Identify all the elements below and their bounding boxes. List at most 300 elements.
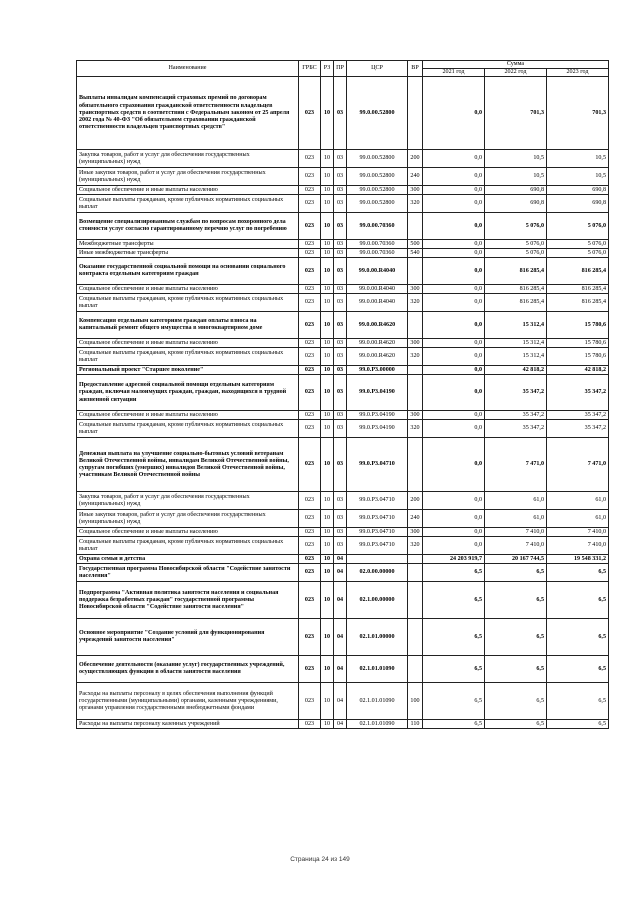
table-row: [77, 492, 609, 510]
table-row: [77, 294, 609, 312]
col-name-header: Наименование: [77, 61, 299, 77]
cell-vr: 300: [408, 186, 423, 195]
cell-2022: 15 312,4: [485, 339, 547, 348]
cell-vr: 300: [408, 528, 423, 537]
cell-2021: 6,5: [423, 720, 485, 729]
cell-2021: 24 203 919,7: [423, 555, 485, 564]
cell-2022: 10,5: [485, 168, 547, 186]
cell-grbs: 023: [299, 339, 321, 348]
cell-csr: 99.0.00.70360: [347, 213, 408, 240]
cell-2023: 19 548 331,2: [547, 555, 609, 564]
cell-vr: 320: [408, 294, 423, 312]
table-row: [77, 77, 609, 150]
cell-2021: 6,5: [423, 582, 485, 619]
cell-grbs: 023: [299, 720, 321, 729]
table-row: [77, 411, 609, 420]
cell-pr: 03: [334, 339, 347, 348]
cell-2021: 0,0: [423, 492, 485, 510]
cell-name: Выплаты инвалидам компенсаций страховых премий по договорам обязательного страхования гражданской ответственности владельцев транспортных средств в соответствии с Федеральным законом от 25 апреля 2002 года № 40-ФЗ "Об обязательном страховании гражданской ответственности владельцев транспортных средств": [77, 77, 299, 150]
cell-rz: 10: [321, 312, 334, 339]
cell-2022: 61,0: [485, 510, 547, 528]
cell-2022: 701,3: [485, 77, 547, 150]
cell-name: Иные закупки товаров, работ и услуг для обеспечения государственных (муниципальных) нужд: [77, 168, 299, 186]
cell-rz: 10: [321, 294, 334, 312]
cell-2021: 0,0: [423, 528, 485, 537]
cell-pr: 03: [334, 510, 347, 528]
cell-vr: 100: [408, 683, 423, 720]
cell-2023: 7 410,0: [547, 537, 609, 555]
cell-pr: 03: [334, 537, 347, 555]
cell-grbs: 023: [299, 312, 321, 339]
cell-pr: 03: [334, 492, 347, 510]
cell-name: Компенсация отдельным категориям граждан оплаты взноса на капитальный ремонт общего имущества в многоквартирном доме: [77, 312, 299, 339]
cell-2021: 0,0: [423, 420, 485, 438]
cell-pr: 03: [334, 240, 347, 249]
cell-rz: 10: [321, 438, 334, 492]
cell-rz: 10: [321, 348, 334, 366]
table-row: [77, 528, 609, 537]
cell-2021: 0,0: [423, 348, 485, 366]
cell-name: Социальные выплаты гражданам, кроме публичных нормативных социальных выплат: [77, 537, 299, 555]
cell-rz: 10: [321, 339, 334, 348]
cell-csr: 02.1.00.00000: [347, 582, 408, 619]
cell-vr: 320: [408, 537, 423, 555]
cell-2023: 816 285,4: [547, 258, 609, 285]
cell-pr: 03: [334, 375, 347, 411]
cell-rz: 10: [321, 258, 334, 285]
table-row: [77, 683, 609, 720]
cell-name: Социальное обеспечение и иные выплаты населению: [77, 528, 299, 537]
cell-2023: 10,5: [547, 168, 609, 186]
cell-csr: 99.0.00.52800: [347, 195, 408, 213]
cell-2022: 816 285,4: [485, 294, 547, 312]
cell-vr: [408, 564, 423, 582]
cell-name: Иные межбюджетные трансферты: [77, 249, 299, 258]
cell-vr: [408, 555, 423, 564]
cell-pr: 03: [334, 186, 347, 195]
cell-2022: 690,8: [485, 186, 547, 195]
cell-vr: 200: [408, 492, 423, 510]
cell-2022: 7 410,0: [485, 537, 547, 555]
table-row: [77, 249, 609, 258]
cell-2023: 816 285,4: [547, 285, 609, 294]
cell-grbs: 023: [299, 555, 321, 564]
table-row: [77, 420, 609, 438]
cell-2023: 7 410,0: [547, 528, 609, 537]
table-row: [77, 438, 609, 492]
cell-2022: 15 312,4: [485, 312, 547, 339]
cell-vr: [408, 258, 423, 285]
cell-2023: 35 347,2: [547, 420, 609, 438]
cell-csr: 99.0.00.70360: [347, 249, 408, 258]
cell-2021: 0,0: [423, 510, 485, 528]
cell-rz: 10: [321, 195, 334, 213]
cell-2022: 10,5: [485, 150, 547, 168]
cell-rz: 10: [321, 285, 334, 294]
cell-rz: 10: [321, 619, 334, 656]
cell-2021: 0,0: [423, 213, 485, 240]
cell-grbs: 023: [299, 249, 321, 258]
cell-csr: 99.0.00.R4040: [347, 294, 408, 312]
cell-pr: 04: [334, 555, 347, 564]
cell-pr: 04: [334, 720, 347, 729]
cell-csr: 99.0.P3.04190: [347, 420, 408, 438]
table-row: [77, 195, 609, 213]
col-pr-header: ПР: [334, 61, 347, 77]
table-row: [77, 582, 609, 619]
cell-csr: 99.0.00.52800: [347, 186, 408, 195]
cell-grbs: 023: [299, 186, 321, 195]
cell-vr: 320: [408, 348, 423, 366]
cell-2022: 6,5: [485, 656, 547, 683]
cell-2023: 701,3: [547, 77, 609, 150]
cell-name: Социальное обеспечение и иные выплаты населению: [77, 186, 299, 195]
cell-2022: 15 312,4: [485, 348, 547, 366]
cell-grbs: 023: [299, 213, 321, 240]
cell-grbs: 023: [299, 420, 321, 438]
cell-grbs: 023: [299, 510, 321, 528]
cell-rz: 10: [321, 537, 334, 555]
col-rz-header: РЗ: [321, 61, 334, 77]
cell-2021: 0,0: [423, 537, 485, 555]
cell-csr: 99.0.P3.04710: [347, 510, 408, 528]
cell-rz: 10: [321, 656, 334, 683]
cell-2021: 0,0: [423, 240, 485, 249]
cell-2021: 6,5: [423, 564, 485, 582]
cell-pr: 03: [334, 285, 347, 294]
cell-csr: 02.1.01.01090: [347, 656, 408, 683]
cell-pr: 03: [334, 294, 347, 312]
cell-pr: 03: [334, 312, 347, 339]
table-row: [77, 555, 609, 564]
cell-name: Социальные выплаты гражданам, кроме публичных нормативных социальных выплат: [77, 420, 299, 438]
cell-2022: 35 347,2: [485, 411, 547, 420]
cell-csr: 99.0.P3.00000: [347, 366, 408, 375]
cell-2021: 0,0: [423, 312, 485, 339]
cell-grbs: 023: [299, 683, 321, 720]
cell-vr: [408, 312, 423, 339]
table-row: [77, 564, 609, 582]
col-year-2023-header: 2023 год: [547, 69, 609, 77]
cell-2021: 0,0: [423, 77, 485, 150]
cell-grbs: 023: [299, 150, 321, 168]
cell-2022: 7 410,0: [485, 528, 547, 537]
cell-grbs: 023: [299, 537, 321, 555]
cell-pr: 03: [334, 168, 347, 186]
cell-csr: 99.0.00.R4620: [347, 339, 408, 348]
table-row: [77, 150, 609, 168]
col-vr-header: ВР: [408, 61, 423, 77]
cell-2021: 0,0: [423, 195, 485, 213]
cell-2021: 0,0: [423, 285, 485, 294]
cell-name: Возмещение специализированным службам по вопросам похоронного дела стоимости услуг согласно гарантированному перечню услуг по погребению: [77, 213, 299, 240]
cell-rz: 10: [321, 564, 334, 582]
cell-csr: 99.0.P3.04710: [347, 492, 408, 510]
table-row: [77, 258, 609, 285]
cell-2022: 6,5: [485, 619, 547, 656]
cell-name: Закупка товаров, работ и услуг для обеспечения государственных (муниципальных) нужд: [77, 150, 299, 168]
cell-vr: 500: [408, 240, 423, 249]
cell-name: Основное мероприятие "Создание условий для функционирования учреждений занятости населения": [77, 619, 299, 656]
cell-grbs: 023: [299, 240, 321, 249]
table-row: [77, 366, 609, 375]
cell-rz: 10: [321, 240, 334, 249]
cell-pr: 03: [334, 150, 347, 168]
cell-2023: 690,8: [547, 186, 609, 195]
cell-name: Социальные выплаты гражданам, кроме публичных нормативных социальных выплат: [77, 294, 299, 312]
cell-grbs: 023: [299, 195, 321, 213]
cell-rz: 10: [321, 168, 334, 186]
cell-vr: [408, 438, 423, 492]
cell-rz: 10: [321, 683, 334, 720]
cell-grbs: 023: [299, 285, 321, 294]
cell-csr: 99.0.00.R4620: [347, 312, 408, 339]
table-row: [77, 348, 609, 366]
cell-grbs: 023: [299, 77, 321, 150]
cell-rz: 10: [321, 366, 334, 375]
table-row: [77, 240, 609, 249]
cell-grbs: 023: [299, 168, 321, 186]
cell-2023: 61,0: [547, 510, 609, 528]
cell-2021: 6,5: [423, 656, 485, 683]
cell-rz: 10: [321, 150, 334, 168]
cell-csr: 99.0.00.R4040: [347, 285, 408, 294]
cell-2022: 42 818,2: [485, 366, 547, 375]
cell-rz: 10: [321, 77, 334, 150]
cell-csr: 99.0.P3.04710: [347, 528, 408, 537]
cell-grbs: 023: [299, 656, 321, 683]
cell-pr: 03: [334, 528, 347, 537]
cell-2022: 5 076,0: [485, 249, 547, 258]
cell-2023: 35 347,2: [547, 411, 609, 420]
cell-2021: 0,0: [423, 375, 485, 411]
cell-vr: 240: [408, 510, 423, 528]
cell-grbs: 023: [299, 411, 321, 420]
cell-vr: 300: [408, 411, 423, 420]
table-row: [77, 619, 609, 656]
cell-2021: 0,0: [423, 366, 485, 375]
cell-2023: 6,5: [547, 582, 609, 619]
cell-2023: 10,5: [547, 150, 609, 168]
cell-2023: 15 780,6: [547, 348, 609, 366]
cell-grbs: 023: [299, 564, 321, 582]
cell-2023: 6,5: [547, 656, 609, 683]
table-row: [77, 339, 609, 348]
cell-rz: 10: [321, 555, 334, 564]
cell-name: Предоставление адресной социальной помощи отдельным категориям граждан, включая малоимущих граждан, граждан, находящихся в трудной жизненной ситуации: [77, 375, 299, 411]
cell-grbs: 023: [299, 348, 321, 366]
cell-csr: 99.0.P3.04190: [347, 375, 408, 411]
cell-pr: 03: [334, 366, 347, 375]
cell-2023: 6,5: [547, 683, 609, 720]
cell-pr: 04: [334, 619, 347, 656]
cell-vr: 240: [408, 168, 423, 186]
cell-rz: 10: [321, 411, 334, 420]
table-row: [77, 537, 609, 555]
cell-2022: 5 076,0: [485, 240, 547, 249]
cell-2022: 6,5: [485, 564, 547, 582]
cell-name: Социальные выплаты гражданам, кроме публичных нормативных социальных выплат: [77, 348, 299, 366]
cell-rz: 10: [321, 492, 334, 510]
cell-csr: 99.0.00.52800: [347, 150, 408, 168]
cell-rz: 10: [321, 528, 334, 537]
cell-vr: [408, 366, 423, 375]
col-grbs-header: ГРБС: [299, 61, 321, 77]
cell-2021: 0,0: [423, 249, 485, 258]
cell-pr: 03: [334, 348, 347, 366]
cell-2023: 5 076,0: [547, 213, 609, 240]
cell-2022: 6,5: [485, 683, 547, 720]
cell-2022: 816 285,4: [485, 285, 547, 294]
cell-name: Региональный проект "Старшее поколение": [77, 366, 299, 375]
cell-vr: 300: [408, 339, 423, 348]
col-year-2022-header: 2022 год: [485, 69, 547, 77]
cell-name: Социальное обеспечение и иные выплаты населению: [77, 285, 299, 294]
cell-pr: 03: [334, 249, 347, 258]
cell-2023: 15 780,6: [547, 339, 609, 348]
budget-table: [76, 60, 609, 729]
cell-2023: 690,8: [547, 195, 609, 213]
cell-2023: 816 285,4: [547, 294, 609, 312]
page-number: Страница 24 из 149: [290, 856, 350, 863]
cell-name: Социальные выплаты гражданам, кроме публичных нормативных социальных выплат: [77, 195, 299, 213]
cell-name: Социальное обеспечение и иные выплаты населению: [77, 339, 299, 348]
cell-2021: 0,0: [423, 438, 485, 492]
cell-vr: 320: [408, 420, 423, 438]
cell-2022: 35 347,2: [485, 420, 547, 438]
cell-rz: 10: [321, 582, 334, 619]
cell-name: Закупка товаров, работ и услуг для обеспечения государственных (муниципальных) нужд: [77, 492, 299, 510]
cell-vr: 300: [408, 285, 423, 294]
table-row: [77, 186, 609, 195]
cell-2021: 0,0: [423, 411, 485, 420]
cell-2023: 5 076,0: [547, 249, 609, 258]
cell-name: Государственная программа Новосибирской области "Содействие занятости населения": [77, 564, 299, 582]
cell-2022: 61,0: [485, 492, 547, 510]
cell-2023: 7 471,0: [547, 438, 609, 492]
cell-csr: 99.0.00.R4040: [347, 258, 408, 285]
cell-csr: 02.1.01.01090: [347, 683, 408, 720]
cell-grbs: 023: [299, 366, 321, 375]
cell-2023: 42 818,2: [547, 366, 609, 375]
table-row: [77, 213, 609, 240]
table-row: [77, 656, 609, 683]
cell-2023: 35 347,2: [547, 375, 609, 411]
cell-2022: 7 471,0: [485, 438, 547, 492]
cell-2021: 0,0: [423, 294, 485, 312]
cell-2022: 6,5: [485, 582, 547, 619]
cell-vr: [408, 582, 423, 619]
table-row: [77, 720, 609, 729]
cell-name: Иные закупки товаров, работ и услуг для обеспечения государственных (муниципальных) нужд: [77, 510, 299, 528]
cell-2023: 61,0: [547, 492, 609, 510]
cell-pr: 04: [334, 564, 347, 582]
table-row: [77, 510, 609, 528]
cell-csr: 02.0.00.00000: [347, 564, 408, 582]
cell-vr: 200: [408, 150, 423, 168]
cell-pr: 03: [334, 77, 347, 150]
cell-vr: 110: [408, 720, 423, 729]
cell-vr: [408, 656, 423, 683]
cell-pr: 04: [334, 683, 347, 720]
cell-name: Расходы на выплаты персоналу казенных учреждений: [77, 720, 299, 729]
cell-csr: 99.0.P3.04190: [347, 411, 408, 420]
cell-2021: 0,0: [423, 258, 485, 285]
cell-2022: 20 167 744,5: [485, 555, 547, 564]
cell-grbs: 023: [299, 528, 321, 537]
cell-rz: 10: [321, 420, 334, 438]
cell-2022: 5 076,0: [485, 213, 547, 240]
cell-vr: [408, 619, 423, 656]
cell-2023: 5 076,0: [547, 240, 609, 249]
cell-name: Межбюджетные трансферты: [77, 240, 299, 249]
cell-2021: 0,0: [423, 186, 485, 195]
cell-grbs: 023: [299, 438, 321, 492]
cell-vr: [408, 213, 423, 240]
cell-pr: 04: [334, 582, 347, 619]
cell-pr: 03: [334, 420, 347, 438]
col-year-2021-header: 2021 год: [423, 69, 485, 77]
cell-pr: 04: [334, 656, 347, 683]
cell-2023: 6,5: [547, 619, 609, 656]
cell-rz: 10: [321, 249, 334, 258]
table-body: [77, 77, 609, 729]
cell-pr: 03: [334, 411, 347, 420]
cell-2022: 35 347,2: [485, 375, 547, 411]
cell-pr: 03: [334, 213, 347, 240]
cell-name: Расходы на выплаты персоналу в целях обеспечения выполнения функций государственными (муниципальными) органами, казенными учреждениями, органами управления государственными внебюджетными фондами: [77, 683, 299, 720]
cell-name: Подпрограмма "Активная политика занятости населения и социальная поддержка безработных граждан" государственной программы Новосибирской области "Содействие занятости населения": [77, 582, 299, 619]
cell-grbs: 023: [299, 294, 321, 312]
cell-vr: [408, 375, 423, 411]
cell-2021: 0,0: [423, 150, 485, 168]
cell-grbs: 023: [299, 375, 321, 411]
table-header-row: [77, 61, 609, 69]
cell-rz: 10: [321, 213, 334, 240]
cell-2021: 6,5: [423, 619, 485, 656]
cell-csr: 02.1.01.01090: [347, 720, 408, 729]
cell-csr: 99.0.00.70360: [347, 240, 408, 249]
cell-csr: [347, 555, 408, 564]
cell-rz: 10: [321, 375, 334, 411]
cell-csr: 99.0.00.52800: [347, 168, 408, 186]
cell-2022: 690,8: [485, 195, 547, 213]
cell-name: Обеспечение деятельности (оказание услуг) государственных учреждений, осуществляющих функции в области занятости населения: [77, 656, 299, 683]
cell-grbs: 023: [299, 258, 321, 285]
col-csr-header: ЦСР: [347, 61, 408, 77]
cell-2023: 6,5: [547, 564, 609, 582]
cell-grbs: 023: [299, 619, 321, 656]
cell-csr: 99.0.00.52800: [347, 77, 408, 150]
table-row: [77, 312, 609, 339]
cell-pr: 03: [334, 195, 347, 213]
cell-2022: 816 285,4: [485, 258, 547, 285]
cell-vr: [408, 77, 423, 150]
cell-2023: 15 780,6: [547, 312, 609, 339]
cell-name: Социальное обеспечение и иные выплаты населению: [77, 411, 299, 420]
cell-rz: 10: [321, 186, 334, 195]
cell-vr: 320: [408, 195, 423, 213]
cell-2023: 6,5: [547, 720, 609, 729]
cell-name: Оказание государственной социальной помощи на основании социального контракта отдельным категориям граждан: [77, 258, 299, 285]
cell-csr: 02.1.01.00000: [347, 619, 408, 656]
cell-pr: 03: [334, 258, 347, 285]
cell-name: Денежная выплата на улучшение социально-бытовых условий ветеранам Великой Отечественной войны, инвалидам Великой Отечественной войны, супругам погибших (умерших) инвалидов Великой Отечественной войны, участникам Великой Отечественной войны: [77, 438, 299, 492]
cell-csr: 99.0.P3.04710: [347, 438, 408, 492]
table-row: [77, 375, 609, 411]
cell-name: Охрана семьи и детства: [77, 555, 299, 564]
cell-pr: 03: [334, 438, 347, 492]
